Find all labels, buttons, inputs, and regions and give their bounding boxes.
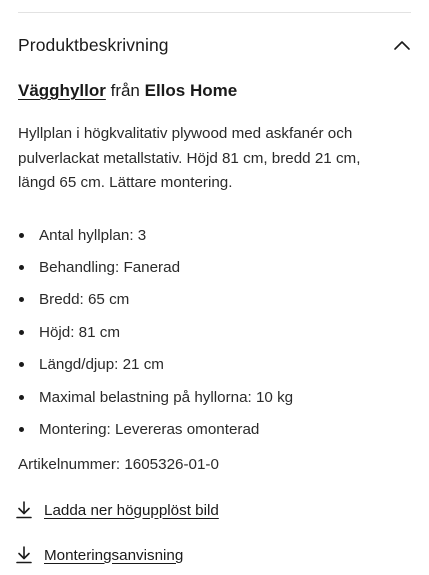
spec-item [18,413,411,445]
spec-text: Längd/djup: 21 cm [39,356,164,374]
top-divider [18,12,411,13]
bullet-icon [19,297,24,302]
spec-list [18,219,411,446]
product-heading [18,80,237,102]
assembly-instructions-link[interactable] [14,545,183,565]
download-hires-image-link[interactable] [14,500,219,520]
spec-item [18,316,411,348]
bullet-icon [19,330,24,335]
download-icon [14,545,34,565]
spec-text: Höjd: 81 cm [39,323,121,341]
spec-item [18,284,411,316]
category-link[interactable]: Vägghyllor [18,81,106,100]
spec-item [18,349,411,381]
bullet-icon [19,362,24,367]
spec-text: Antal hyllplan: 3 [39,226,147,244]
bullet-icon [19,265,24,270]
chevron-up-icon[interactable] [393,39,411,51]
spec-item [18,251,411,283]
article-number: Artikelnummer: 1605326-01-0 [18,456,219,473]
bullet-icon [19,427,24,432]
accordion-title: Produktbeskrivning [18,34,169,55]
spec-item [18,219,411,251]
download-hires-image-label: Ladda ner högupplöst bild [44,501,219,519]
spec-text: Maximal belastning på hyllorna: 10 kg [39,388,294,406]
assembly-instructions-label: Monteringsanvisning [44,546,184,564]
spec-text: Bredd: 65 cm [39,291,130,309]
brand-name: Ellos Home [144,81,238,100]
from-word: från [110,81,140,100]
bullet-icon [19,233,24,238]
product-description-text: Hyllplan i högkvalitativ plywood med askfanér och pulverlackat metallstativ. Höjd 81 cm, bredd 21 cm, längd 65 cm. Lättare montering. [18,125,361,191]
spec-text: Behandling: Fanerad [39,259,181,277]
download-icon [14,500,34,520]
bullet-icon [19,395,24,400]
spec-text: Montering: Levereras omonterad [39,421,260,439]
product-description-accordion-header[interactable] [18,30,411,60]
spec-item [18,381,411,413]
